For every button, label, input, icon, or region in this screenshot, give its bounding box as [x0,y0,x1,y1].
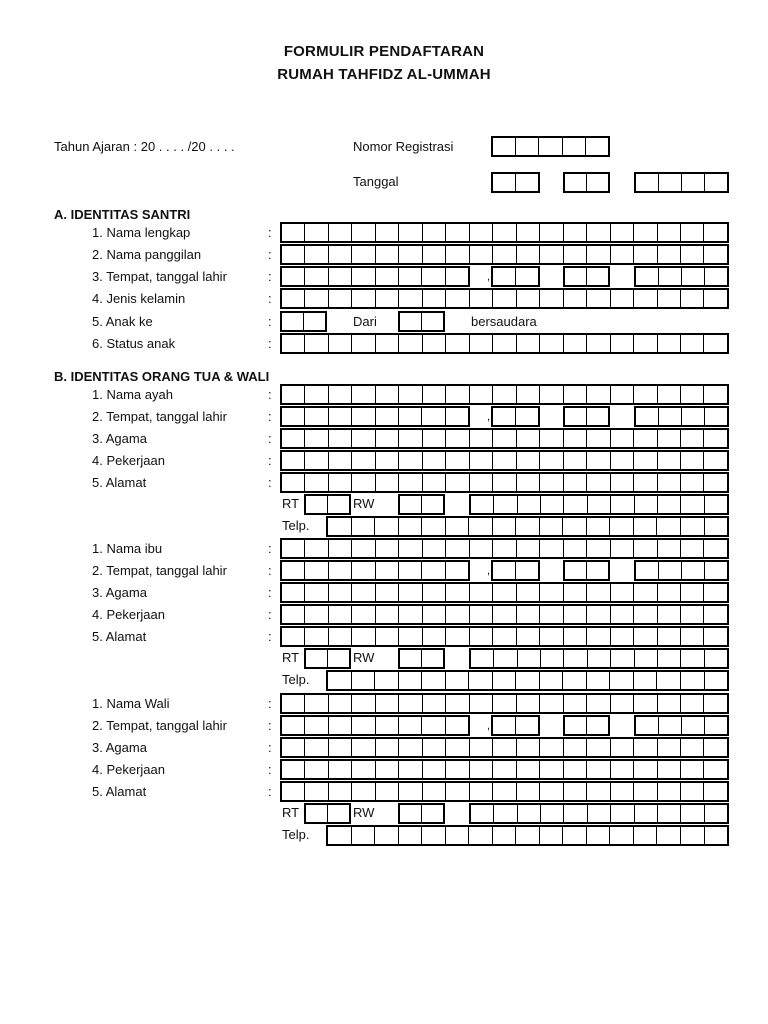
section-b-heading: B. IDENTITAS ORANG TUA & WALI [54,369,270,384]
colon-separator: : [268,336,272,351]
ayah-rw-label: RW [353,496,375,511]
santri-nama-panggilan-boxes[interactable] [280,244,729,263]
ibu-item-label: 1. Nama ibu [92,541,163,556]
santri-anak-ke-boxes[interactable] [280,311,327,330]
form-title: FORMULIR PENDAFTARAN [283,43,485,60]
ayah-item-label: 4. Pekerjaan [92,453,165,468]
wali-item-label: 5. Alamat [92,784,147,799]
santri-item-label: 3. Tempat, tanggal lahir [92,269,227,284]
santri-ttl-day[interactable] [491,266,540,285]
ibu-ttl-place[interactable] [280,560,470,579]
wali-ttl-place[interactable] [280,715,470,734]
colon-separator: : [268,453,272,468]
bersaudara-label: bersaudara [471,314,537,329]
ayah-rw-boxes[interactable] [398,494,445,513]
wali-nama-boxes[interactable] [280,693,729,712]
wali-agama-boxes[interactable] [280,737,729,756]
colon-separator: : [268,696,272,711]
ayah-agama-boxes[interactable] [280,428,729,447]
ibu-pekerjaan-boxes[interactable] [280,604,729,623]
santri-item-label: 5. Anak ke [92,314,153,329]
comma-separator: , [487,565,491,577]
ayah-ttl-year[interactable] [634,406,729,425]
wali-pekerjaan-boxes[interactable] [280,759,729,778]
colon-separator: : [268,409,272,424]
santri-dari-boxes[interactable] [398,311,445,330]
colon-separator: : [268,314,272,329]
dari-label: Dari [353,314,377,329]
wali-rt-boxes[interactable] [304,803,351,822]
ayah-rt-label: RT [282,496,300,511]
wali-item-label: 3. Agama [92,740,147,755]
colon-separator: : [268,563,272,578]
santri-item-label: 2. Nama panggilan [92,247,202,262]
nomor-registrasi-boxes[interactable] [491,136,610,155]
ibu-agama-boxes[interactable] [280,582,729,601]
wali-rw-boxes[interactable] [398,803,445,822]
colon-separator: : [268,541,272,556]
colon-separator: : [268,291,272,306]
tahun-ajaran-label: Tahun Ajaran : 20 . . . . /20 . . . . [54,139,235,154]
wali-item-label: 1. Nama Wali [92,696,170,711]
wali-alamat-boxes[interactable] [280,781,729,800]
form-subtitle: RUMAH TAHFIDZ AL-UMMAH [277,66,491,83]
ayah-ttl-month[interactable] [563,406,610,425]
colon-separator: : [268,784,272,799]
colon-separator: : [268,247,272,262]
ayah-rt-boxes[interactable] [304,494,351,513]
colon-separator: : [268,607,272,622]
santri-ttl-place[interactable] [280,266,470,285]
colon-separator: : [268,629,272,644]
ibu-rw-label: RW [353,650,375,665]
colon-separator: : [268,718,272,733]
wali-ttl-month[interactable] [563,715,610,734]
ayah-item-label: 5. Alamat [92,475,147,490]
santri-jenis-kelamin-boxes[interactable] [280,288,729,307]
comma-separator: , [487,411,491,423]
wali-item-label: 2. Tempat, tanggal lahir [92,718,227,733]
ayah-item-label: 1. Nama ayah [92,387,173,402]
colon-separator: : [268,387,272,402]
wali-ttl-day[interactable] [491,715,540,734]
ibu-item-label: 3. Agama [92,585,147,600]
ibu-telp-boxes[interactable] [326,670,729,689]
santri-status-anak-boxes[interactable] [280,333,729,352]
santri-ttl-month[interactable] [563,266,610,285]
tanggal-year-boxes[interactable] [634,172,729,191]
ibu-item-label: 5. Alamat [92,629,147,644]
comma-separator: , [487,271,491,283]
ibu-kelurahan-boxes[interactable] [469,648,729,667]
colon-separator: : [268,740,272,755]
colon-separator: : [268,475,272,490]
ibu-ttl-day[interactable] [491,560,540,579]
colon-separator: : [268,585,272,600]
ayah-nama-boxes[interactable] [280,384,729,403]
ibu-item-label: 4. Pekerjaan [92,607,165,622]
ibu-rw-boxes[interactable] [398,648,445,667]
ayah-ttl-place[interactable] [280,406,470,425]
santri-item-label: 6. Status anak [92,336,176,351]
wali-rt-label: RT [282,805,300,820]
tanggal-label: Tanggal [353,174,399,189]
ayah-telp-boxes[interactable] [326,516,729,535]
ayah-ttl-day[interactable] [491,406,540,425]
colon-separator: : [268,431,272,446]
ayah-item-label: 3. Agama [92,431,147,446]
tanggal-month-boxes[interactable] [563,172,610,191]
ayah-alamat-boxes[interactable] [280,472,729,491]
wali-telp-label: Telp. [282,827,310,842]
ibu-rt-boxes[interactable] [304,648,351,667]
santri-ttl-year[interactable] [634,266,729,285]
wali-item-label: 4. Pekerjaan [92,762,165,777]
comma-separator: , [487,720,491,732]
wali-telp-boxes[interactable] [326,825,729,844]
ibu-telp-label: Telp. [282,672,310,687]
ayah-pekerjaan-boxes[interactable] [280,450,729,469]
colon-separator: : [268,269,272,284]
wali-rw-label: RW [353,805,375,820]
ibu-nama-boxes[interactable] [280,538,729,557]
tanggal-day-boxes[interactable] [491,172,540,191]
nomor-registrasi-label: Nomor Registrasi [353,139,454,154]
wali-kelurahan-boxes[interactable] [469,803,729,822]
santri-item-label: 4. Jenis kelamin [92,291,186,306]
santri-nama-lengkap-boxes[interactable] [280,222,729,241]
ibu-alamat-boxes[interactable] [280,626,729,645]
santri-item-label: 1. Nama lengkap [92,225,191,240]
section-a-heading: A. IDENTITAS SANTRI [54,207,191,222]
ayah-telp-label: Telp. [282,518,310,533]
colon-separator: : [268,762,272,777]
ibu-rt-label: RT [282,650,300,665]
ibu-ttl-month[interactable] [563,560,610,579]
ayah-item-label: 2. Tempat, tanggal lahir [92,409,227,424]
wali-ttl-year[interactable] [634,715,729,734]
ibu-item-label: 2. Tempat, tanggal lahir [92,563,227,578]
ibu-ttl-year[interactable] [634,560,729,579]
colon-separator: : [268,225,272,240]
ayah-kelurahan-boxes[interactable] [469,494,729,513]
